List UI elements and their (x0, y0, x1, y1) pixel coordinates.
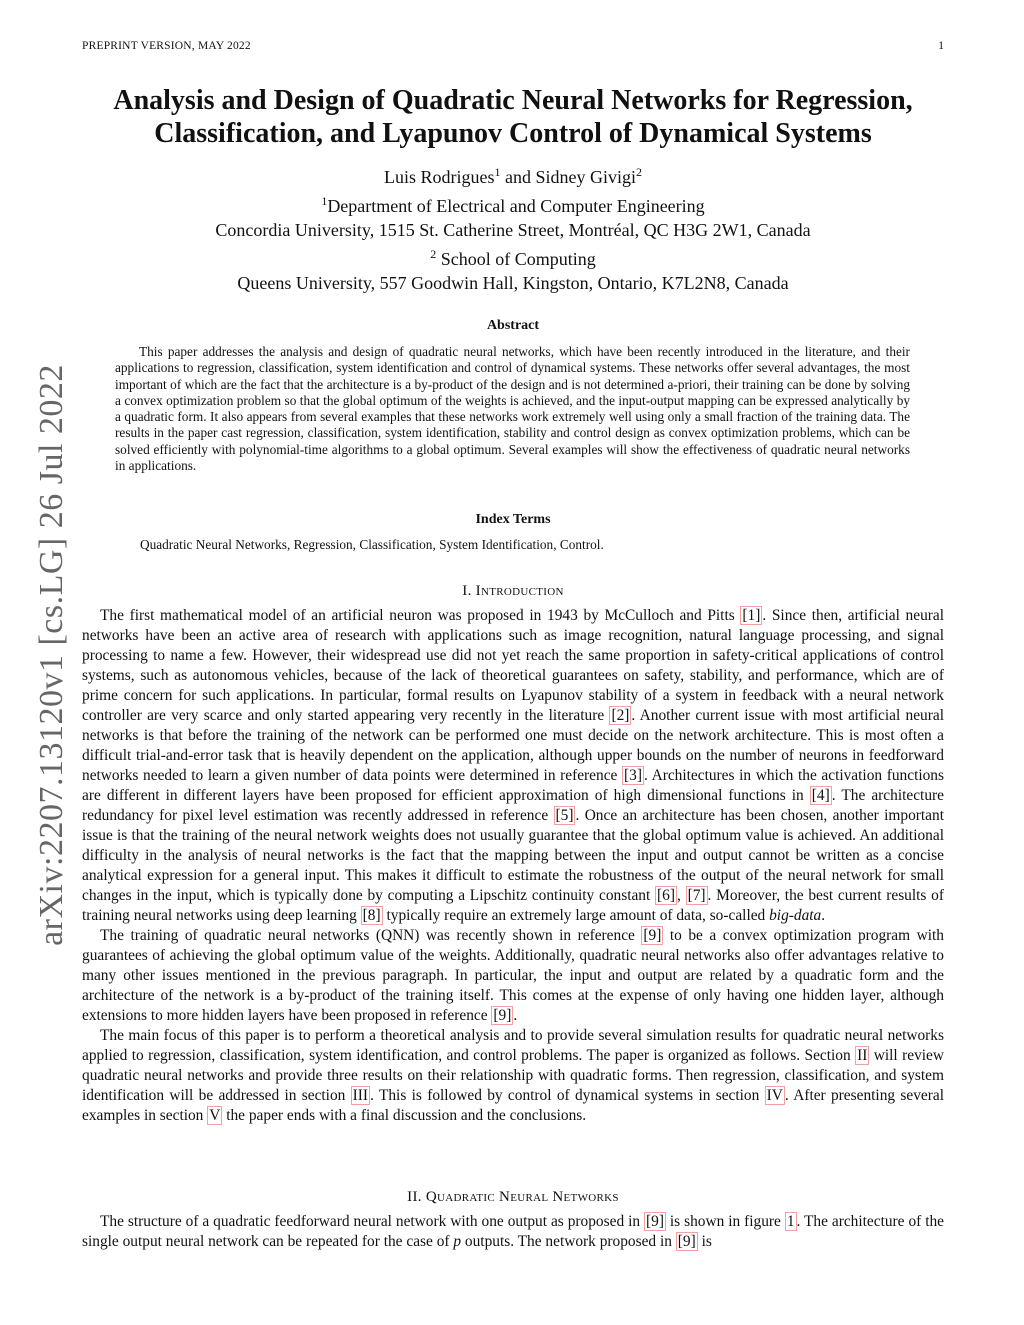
citation-link[interactable]: [1] (742, 607, 761, 624)
intro-paragraph-2: The training of quadratic neural networks (QNN) was recently shown in reference [9] to be a convex optimization program with guarantees of achieving the global optimum value of the weights. Additionally, quadratic neural networks also offer advantages relative to many other issues mentioned in the previous paragraph. In particular, the input and output are related by a quadratic form and the architecture of the network is a by-product of the training itself. This comes at the expense of only having one hidden layer, although extensions to more hidden layers have been proposed in reference [9] . (82, 927, 944, 1024)
citation-link[interactable]: [9] (646, 1213, 664, 1230)
intro-paragraph-1: The first mathematical model of an artificial neuron was proposed in 1943 by McCulloch and Pitts [1] . Since then, artificial neural networks have been an active area of research with applications such as image recognition, natural language processing, and signal processing to name a few. However, their widespread use did not yet reach the same proportion in safety-critical applications of control systems, such as autonomous vehicles, because of the lack of theoretical guarantees on safety, stability, and performance, which are of prime concern for such applications. In particular, formal results on Lyapunov stability of a system in feedback with a neural network controller are very scarce and only started appearing very recently in the literature [2] . Another current issue with most artificial neural networks is that before the training of the network can be performed one must decide on the network architecture. This is most often a difficult trial-and-error task that is heavily dependent on the application, although upper bounds on the number of neurons in feedforward networks needed to learn a given number of data points were determined in reference [3] . Architectures in which the activation functions are different in different layers have been proposed for efficient approximation of high dimensional functions in [4] . The architecture redundancy for pixel level estimation was recently addressed in reference [5] . Once an architecture has been chosen, another important issue is that the training of the neural network weights does not usually guarantee that the global optimum value is achieved. An additional difficulty in the analysis of neural networks is the fact that the mapping between the input and output cannot be written as a concise analytical expression for a general input. This makes it difficult to estimate the robustness of the output of the neural network for small changes in the input, which is typically done by computing a Lipschitz continuity constant [6] , [7] . Moreover, the best current results of training neural networks using deep learning [8] typically require an extremely large amount of data, so-called big-data. (82, 607, 944, 924)
section-1-heading: I. Introduction (462, 583, 564, 599)
author-block (82, 160, 944, 295)
page-number: 1 (938, 40, 944, 52)
citation-link[interactable]: [7] (687, 887, 706, 904)
running-header: PREPRINT VERSION, MAY 2022 (82, 40, 251, 52)
section-1-body (82, 606, 944, 1126)
section-link[interactable]: IV (766, 1087, 783, 1104)
abstract-heading: Abstract (486, 318, 540, 333)
section-link[interactable]: III (352, 1087, 369, 1104)
citation-link[interactable]: [6] (657, 887, 675, 904)
affiliation-2-dept: $^2$ School of Computing (430, 247, 596, 269)
abstract-text: This paper addresses the analysis and design of quadratic neural networks, which have been recently introduced in the literature, and their applications to regression, classification, system identification and control of dynamical systems. These networks offer several advantages, the most important of which are the fact that the architecture is a by-product of the design and is not determined a-priori, their training can be done by solving a convex optimization problem so that the global optimum of the weights is achieved, and the input-output mapping can be expressed analytically by a quadratic form. It also appears from several examples that these networks work extremely well using only a small fraction of the training data. The results in the paper cast regression, classification, system identification, stability and control design as convex optimization problems, which can be solved efficiently with polynomial-time algorithms to a global optimum. Several examples will show the effectiveness of quadratic neural networks in applications. (115, 344, 910, 474)
qnn-paragraph-1: The structure of a quadratic feedforward neural network with one output as proposed in [9] is shown in figure 1 . The architecture of the single output neural network can be repeated for the case of p outputs. The network proposed in [9] is (82, 1213, 945, 1250)
section-link[interactable]: II (857, 1047, 868, 1064)
paper-title (82, 84, 944, 150)
intro-paragraph-3: The main focus of this paper is to perform a theoretical analysis and to provide several simulation results for quadratic neural networks applied to regression, classification, system identification, and control problems. The paper is organized as follows. Section II will review quadratic neural networks and provide three results on their relationship with quadratic forms. Then regression, classification, and system identification will be addressed in section III . This is followed by control of dynamical systems in section IV . After presenting several examples in section V the paper ends with a final discussion and the conclusions. (82, 1027, 944, 1124)
citation-link[interactable]: [9] (677, 1233, 696, 1250)
affiliation-2-address: Queens University, 557 Goodwin Hall, Kingston, Ontario, K7L2N8, Canada (237, 273, 789, 293)
index-terms-heading: Index Terms (475, 512, 551, 527)
author-2: Sidney Givigi (535, 167, 636, 187)
citation-link[interactable]: [2] (611, 707, 630, 724)
index-terms-text: Quadratic Neural Networks, Regression, Classification, System Identification, Control. (140, 537, 604, 552)
affiliation-1-dept: $^1$Department of Electrical and Computer Engineering (321, 194, 705, 216)
citation-link[interactable]: [5] (555, 807, 574, 824)
title-line-1: Analysis and Design of Quadratic Neural Networks for Regression, (113, 85, 913, 116)
citation-link[interactable]: [9] (643, 927, 662, 944)
citation-link[interactable]: [4] (811, 787, 830, 804)
author-line: Luis Rodrigues$^1$ and Sidney Givigi$^2$ (383, 165, 642, 187)
title-line-2: Classification, and Lyapunov Control of Dynamical Systems (154, 118, 872, 149)
author-1: Luis Rodrigues (383, 167, 495, 187)
section-link[interactable]: V (209, 1107, 221, 1124)
figure-link[interactable]: 1 (786, 1213, 795, 1230)
section-2-body (82, 1212, 944, 1252)
citation-link[interactable]: [3] (624, 767, 642, 784)
citation-link[interactable]: [8] (362, 907, 381, 924)
citation-link[interactable]: [9] (493, 1007, 512, 1024)
arxiv-stamp: arXiv:2207.13120v1 [cs.LG] 26 Jul 2022 (33, 364, 70, 946)
affiliation-1-address: Concordia University, 1515 St. Catherine Street, Montréal, QC H3G 2W1, Canada (215, 220, 811, 240)
section-2-heading: II. Quadratic Neural Networks (407, 1189, 619, 1205)
